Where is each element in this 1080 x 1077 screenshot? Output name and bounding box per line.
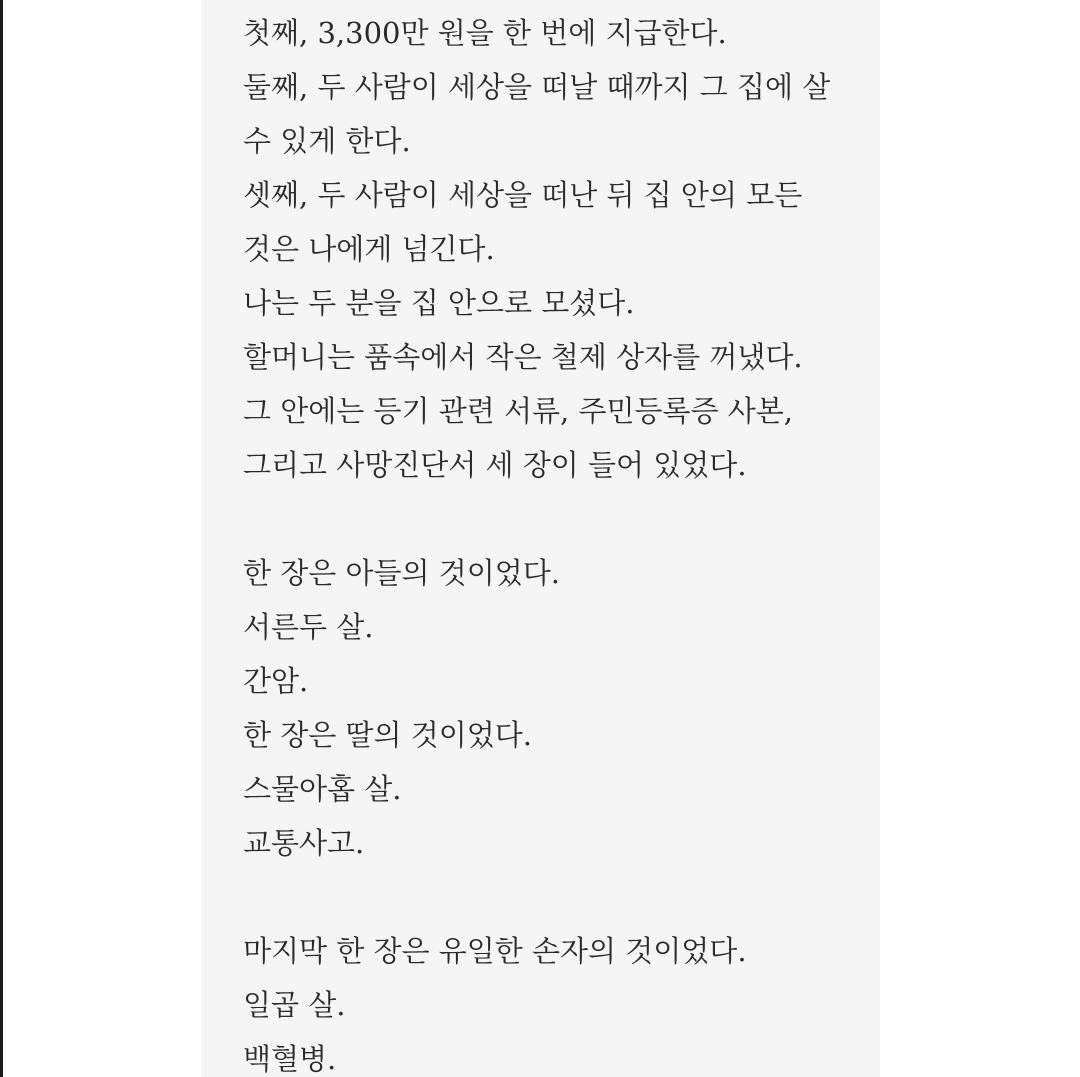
text-line: 일곱 살.	[243, 988, 346, 1022]
left-border	[0, 0, 3, 1077]
text-line: 백혈병.	[243, 1042, 337, 1076]
text-line: 간암.	[243, 664, 309, 698]
text-line: 것은 나에게 넘긴다.	[243, 232, 495, 266]
blank-line	[243, 870, 863, 924]
text-line: 나는 두 분을 집 안으로 모셨다.	[243, 286, 635, 320]
text-line: 할머니는 품속에서 작은 철제 상자를 꺼냈다.	[243, 340, 803, 374]
text-line: 그 안에는 등기 관련 서류, 주민등록증 사본,	[243, 394, 793, 428]
text-line: 셋째, 두 사람이 세상을 떠난 뒤 집 안의 모든	[243, 178, 803, 212]
text-line: 한 장은 아들의 것이었다.	[243, 556, 561, 590]
text-line: 교통사고.	[243, 826, 365, 860]
text-line: 그리고 사망진단서 세 장이 들어 있었다.	[243, 448, 747, 482]
text-line: 서른두 살.	[243, 610, 374, 644]
text-line: 마지막 한 장은 유일한 손자의 것이었다.	[243, 934, 747, 968]
text-line: 첫째, 3,300만 원을 한 번에 지급한다.	[243, 16, 727, 50]
text-line: 수 있게 한다.	[243, 124, 411, 158]
text-line: 둘째, 두 사람이 세상을 떠날 때까지 그 집에 살	[243, 70, 831, 104]
document-page[interactable]	[201, 0, 880, 1077]
blank-line	[243, 492, 863, 546]
text-line: 한 장은 딸의 것이었다.	[243, 718, 532, 752]
text-line: 스물아홉 살.	[243, 772, 402, 806]
story-text	[243, 6, 863, 1077]
